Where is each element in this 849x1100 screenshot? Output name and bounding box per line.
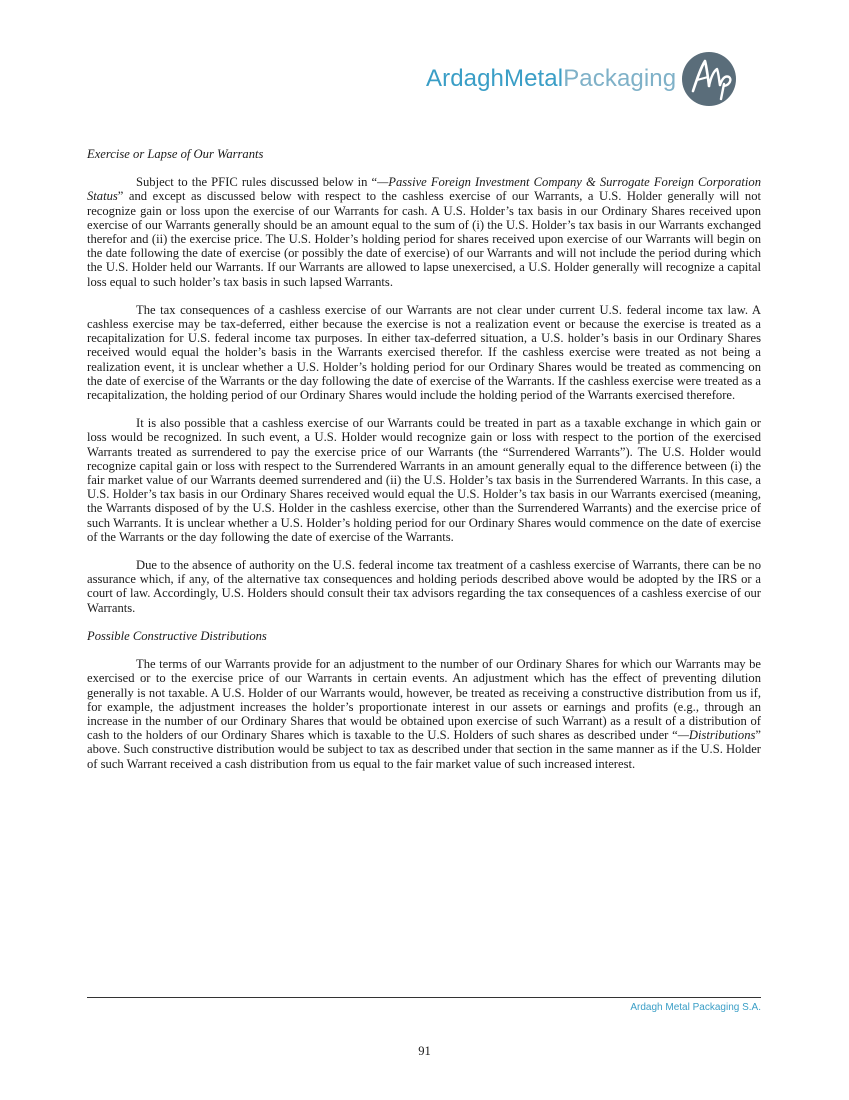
logo-word-packaging: Packaging xyxy=(563,65,677,92)
page-number: 91 xyxy=(418,1044,431,1058)
amp-monogram-icon xyxy=(680,50,738,108)
logo-word-metal: Metal xyxy=(504,65,564,92)
paragraph-constructive-distributions xyxy=(87,657,761,771)
logo-word-ardagh: Ardagh xyxy=(426,65,504,92)
section-heading-constructive-distributions: Possible Constructive Distributions xyxy=(87,628,267,643)
paragraph-text: Subject to the PFIC rules discussed below in “ xyxy=(136,175,378,190)
cross-reference-pfic: —Passive Foreign Investment Company & Surrogate Foreign Corporation Status xyxy=(87,175,761,204)
company-logo xyxy=(426,50,738,108)
footer-company-name: Ardagh Metal Packaging S.A. xyxy=(630,1002,761,1013)
section-heading-exercise-or-lapse: Exercise or Lapse of Our Warrants xyxy=(87,147,264,161)
paragraph-text: ” and except as discussed below with respect to the cashless exercise of our Warrants, a U.S. Holder generally will not recognize gain or loss upon the exercise of our Warrants for cash. A U.S. Holder’s tax basis in our Ordinary Shares received upon exercise of our Warrants generally should be an amount equal to the sum of (i) the U.S. Holder’s tax basis in our Warrants exchanged therefor and (ii) the exercise price. The U.S. Holder’s holding period for shares received upon exercise of our Warrants will begin on the date following the date of exercise (or possibly the date of exercise) of our Warrants and will not include the period during which the U.S. Holder held our Warrants. If our Warrants are allowed to lapse unexercised, a U.S. Holder generally will recognize a capital loss equal to such holder’s tax basis in such lapsed Warrants. xyxy=(87,189,761,289)
paragraph-text: ” above. Such constructive distribution would be subject to tax as described under that section in the same manner as if the U.S. Holder of such Warrant received a cash distribution from us equal to the fair market value of such increased interest. xyxy=(87,728,761,771)
paragraph-absence-of-authority: Due to the absence of authority on the U.S. federal income tax treatment of a cashless exercise of Warrants, there can be no assurance which, if any, of the alternative tax consequences and holding periods described above would be adopted by the IRS or a court of law. Accordingly, U.S. Holders should consult their tax advisors regarding the tax consequences of a cashless exercise of our Warrants. xyxy=(87,558,761,615)
paragraph-cashless-exercise: The tax consequences of a cashless exercise of our Warrants are not clear under current U.S. federal income tax law. A cashless exercise may be tax-deferred, either because the exercise is not a realization event or because the exercise is treated as a recapitalization for U.S. federal income tax purposes. In either tax-deferred situation, a U.S. holder’s basis in our Ordinary Shares received would equal the holder’s basis in the Warrants exercised therefor. If the cashless exercise were treated as not being a realization event, it is unclear whether a U.S. Holder’s holding period for our Ordinary Shares would be treated as commencing on the date of exercise of the Warrants or the day following the date of exercise of the Warrants. If the cashless exercise were treated as a recapitalization, the holding period of our Ordinary Shares would include the holding period of the Warrants exercised therefore. xyxy=(87,302,761,403)
footer-divider xyxy=(87,997,761,998)
paragraph-exercise-for-cash xyxy=(87,175,761,289)
logo-wordmark xyxy=(426,65,676,93)
cross-reference-distributions: —Distributions xyxy=(677,728,756,743)
paragraph-taxable-exchange: It is also possible that a cashless exercise of our Warrants could be treated in part as a taxable exchange in which gain or loss would be recognized. In such event, a U.S. Holder would recognize gain or loss with respect to the portion of the exercised Warrants treated as surrendered to pay the exercise price of our Warrants (the “Surrendered Warrants”). The U.S. Holder would recognize capital gain or loss with respect to the Surrendered Warrants in an amount generally equal to the difference between (i) the fair market value of our Warrants deemed surrendered and (ii) the U.S. Holder’s tax basis in the Surrendered Warrants. In this case, a U.S. Holder’s tax basis in our Ordinary Shares received would equal the U.S. Holder’s tax basis in our Warrants exercised (meaning, the Warrants disposed of by the U.S. Holder in the cashless exercise, other than the Surrendered Warrants) and the exercise price of such Warrants. It is unclear whether a U.S. Holder’s holding period for our Ordinary Shares would commence on the date of exercise of the Warrants or the day following the date of exercise of the Warrants. xyxy=(87,416,761,544)
document-body xyxy=(87,147,761,771)
paragraph-text: The terms of our Warrants provide for an adjustment to the number of our Ordinary Shares for which our Warrants may be exercised or to the exercise price of our Warrants in certain events. An adjustment which has the effect of preventing dilution generally is not taxable. A U.S. Holder of our Warrants would, however, be treated as receiving a constructive distribution from us if, for example, the adjustment increases the holder’s proportionate interest in our assets or earnings and profits (e.g., through an increase in the number of our Ordinary Shares that would be obtained upon exercise of such Warrant) as a result of a distribution of cash to the holders of our Ordinary Shares which is taxable to the U.S. Holders of such shares as described under “ xyxy=(87,657,761,743)
